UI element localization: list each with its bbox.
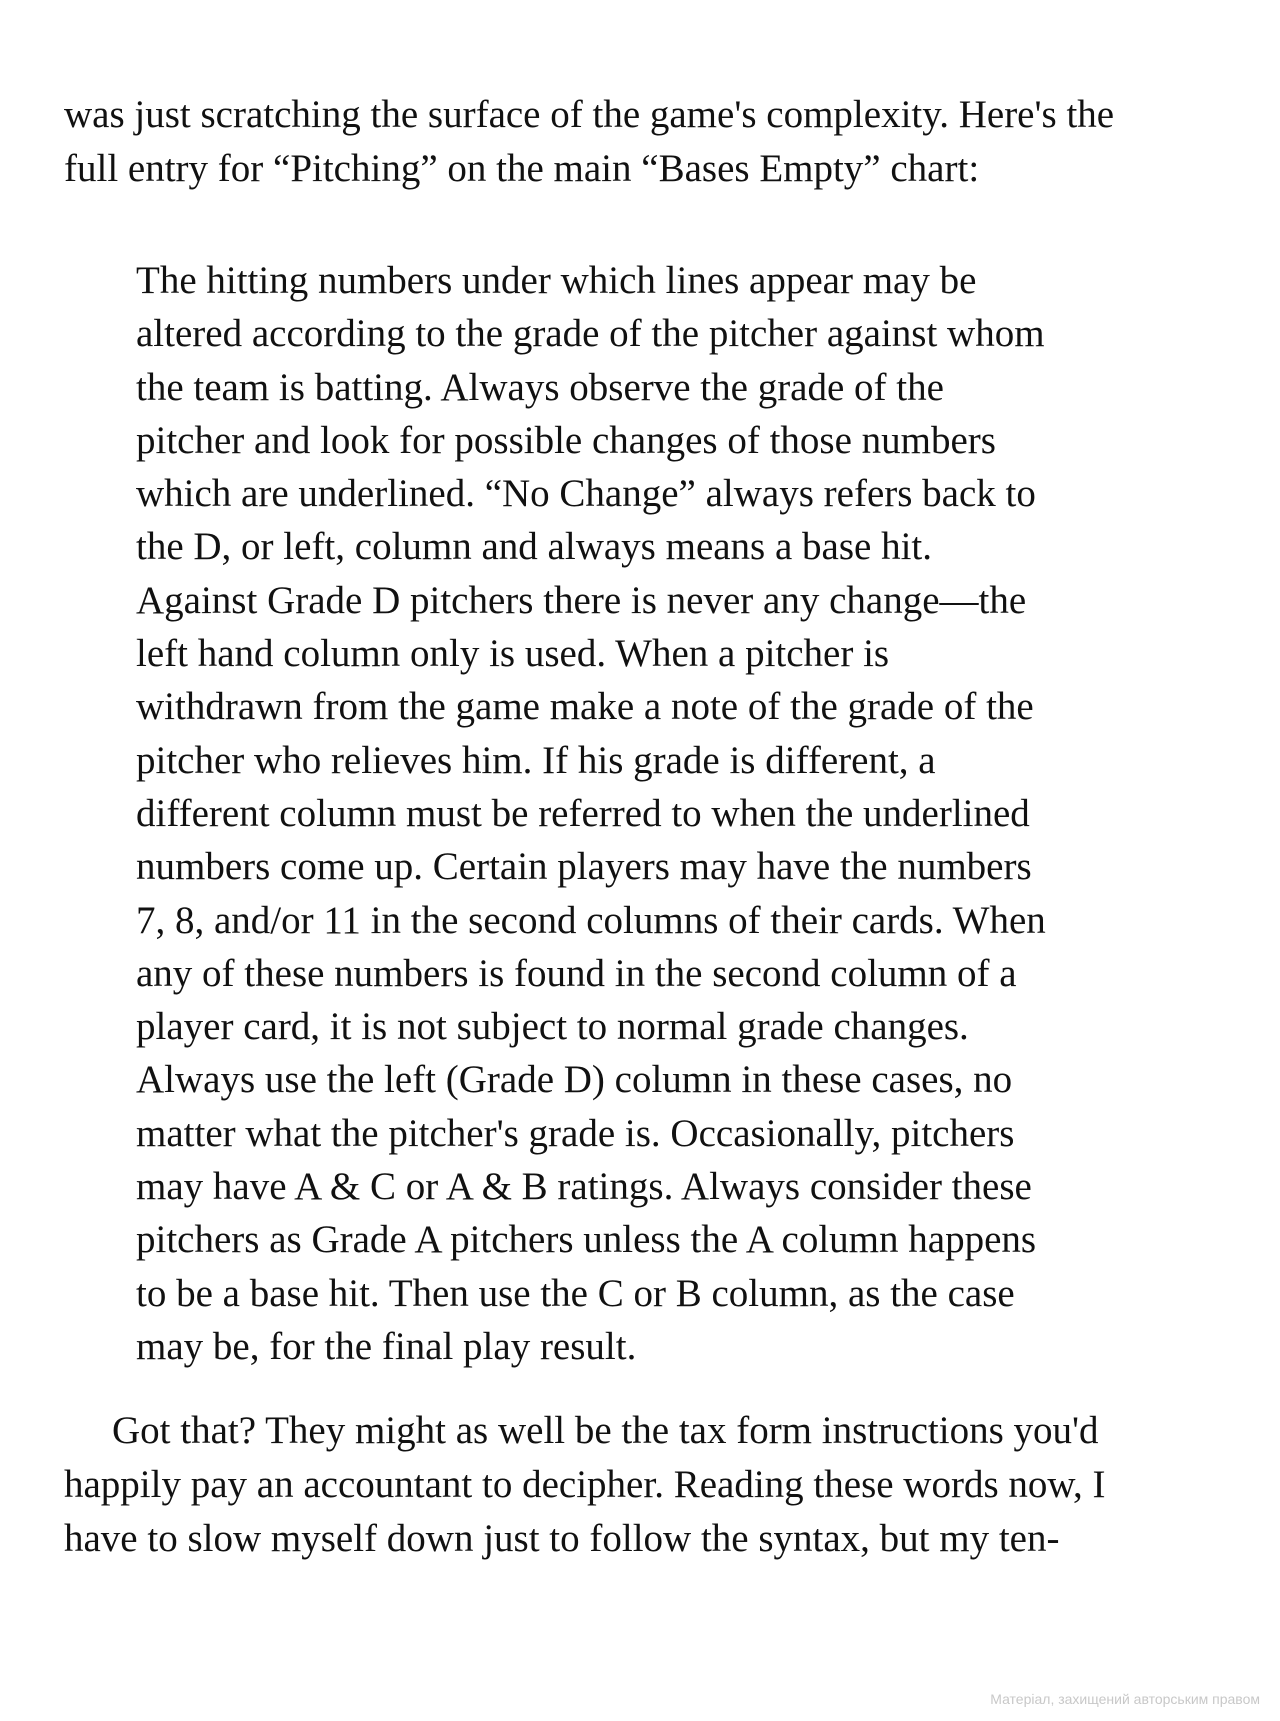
quote-line: any of these numbers is found in the second column of a xyxy=(136,951,1017,995)
quote-line: which are underlined. “No Change” always refers back to xyxy=(136,472,1036,516)
quote-line: Against Grade D pitchers there is never any change—the xyxy=(136,578,1027,622)
text-line: happily pay an accountant to decipher. Reading these words now, I xyxy=(64,1463,1106,1506)
quote-line: pitchers as Grade A pitchers unless the A column happens xyxy=(136,1218,1037,1262)
quote-line: to be a base hit. Then use the C or B column, as the case xyxy=(136,1271,1015,1315)
quote-line: different column must be referred to when the underlined xyxy=(136,791,1030,835)
quote-line: numbers come up. Certain players may have the numbers xyxy=(136,845,1032,889)
text-line: full entry for “Pitching” on the main “Bases Empty” chart: xyxy=(64,147,980,190)
quote-line: the team is batting. Always observe the grade of the xyxy=(136,365,944,409)
quote-line: left hand column only is used. When a pitcher is xyxy=(136,632,890,676)
text-line: Got that? They might as well be the tax form instructions you'd xyxy=(112,1409,1099,1452)
quote-line: player card, it is not subject to normal grade changes. xyxy=(136,1005,969,1049)
copyright-watermark: Матеріал, захищений авторським правом xyxy=(990,1691,1260,1707)
quote-line: withdrawn from the game make a note of the grade of the xyxy=(136,685,1034,729)
quote-line: may have A & C or A & B ratings. Always consider these xyxy=(136,1165,1032,1209)
quote-line: pitcher who relieves him. If his grade is different, a xyxy=(136,738,936,782)
pitching-entry-quote xyxy=(136,254,1136,1373)
quote-line: the D, or left, column and always means a base hit. xyxy=(136,525,933,569)
quote-line: Always use the left (Grade D) column in these cases, no xyxy=(136,1058,1013,1102)
quote-line: matter what the pitcher's grade is. Occasionally, pitchers xyxy=(136,1111,1015,1155)
text-line: have to slow myself down just to follow the syntax, but my ten- xyxy=(64,1517,1060,1560)
text-line: was just scratching the surface of the game's complexity. Here's the xyxy=(64,93,1115,136)
quote-line: altered according to the grade of the pitcher against whom xyxy=(136,312,1045,356)
quote-line: pitcher and look for possible changes of those numbers xyxy=(136,418,996,462)
closing-paragraph xyxy=(64,1404,1234,1566)
quote-line: The hitting numbers under which lines appear may be xyxy=(136,259,977,302)
quote-line: 7, 8, and/or 11 in the second columns of their cards. When xyxy=(136,898,1046,942)
quote-line: may be, for the final play result. xyxy=(136,1324,637,1368)
intro-paragraph xyxy=(64,88,1234,196)
